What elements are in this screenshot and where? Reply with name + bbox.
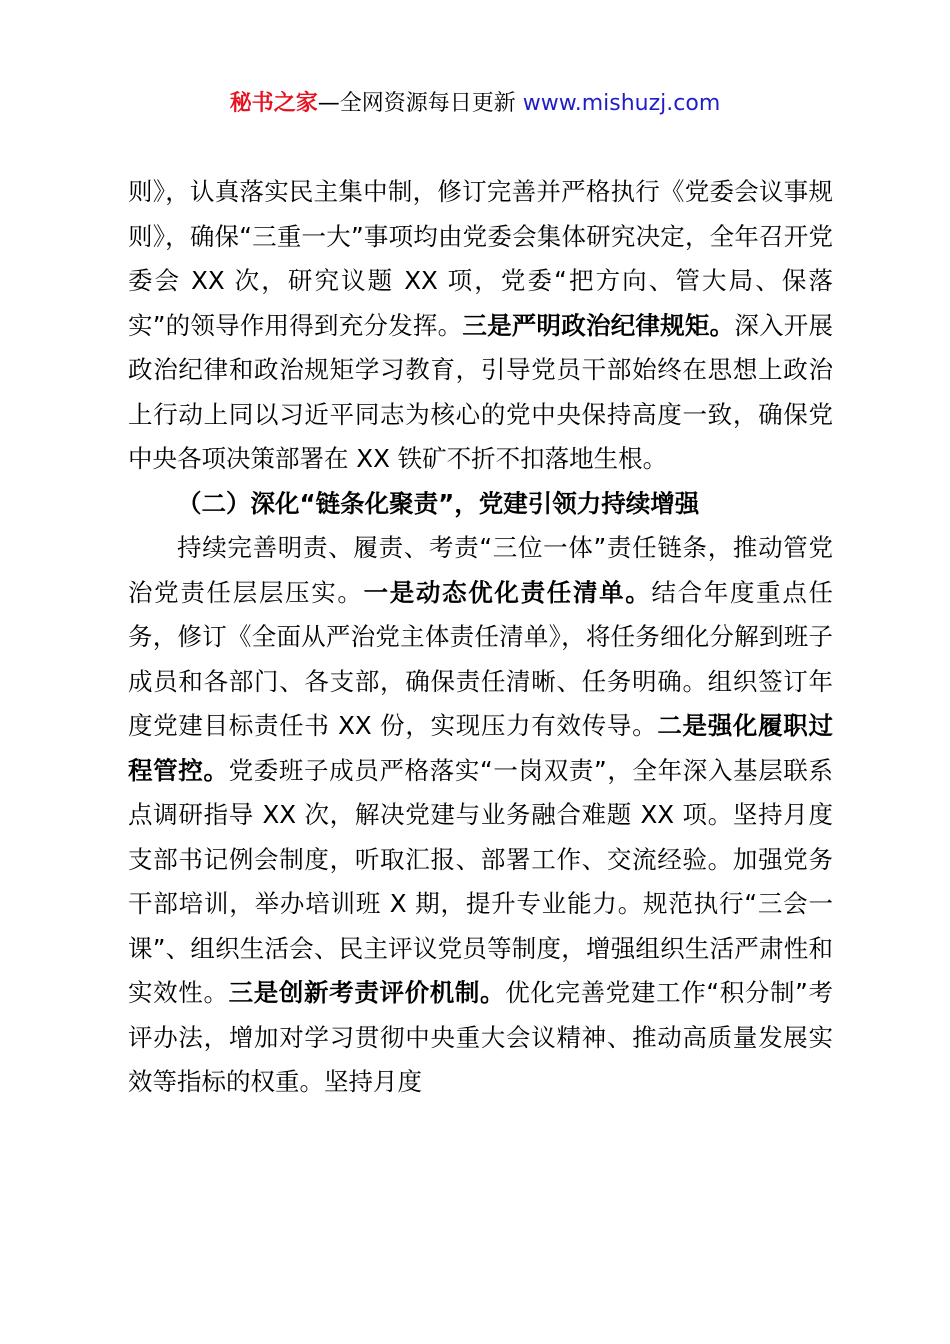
site-header	[0, 88, 950, 120]
paragraph-2-text-4: 优化完善党建工作“积分制”考评办法，增加对学习贯彻中央重大会议精神、推动高质量发展实效等指标的权重。坚持月度	[128, 978, 834, 1096]
paragraph-2-bold-1: 一是动态优化责任清单。	[363, 577, 652, 607]
paragraph-1-bold-1: 三是严明政治纪律规矩。	[462, 310, 735, 340]
paragraph-1-text-2: 深入开展政治纪律和政治规矩学习教育，引导党员干部始终在思想上政治上行动上同以习近平同志为核心的党中央保持高度一致，确保党中央各项决策部署在 XX 铁矿不折不扣落地生根。	[128, 310, 834, 473]
paragraph-2-bold-2: 二是强化履职过程管控。	[128, 711, 833, 785]
site-brand: 秘书之家	[229, 91, 318, 116]
paragraph-2-bold-3: 三是创新考责评价机制。	[228, 978, 506, 1007]
paragraph-2-text-1: 持续完善明责、履责、考责“三位一体”责任链条，推动管党治党责任层层压实。	[128, 533, 833, 607]
section-heading-2: （二）深化“链条化聚责”，党建引领力持续增强	[177, 488, 700, 518]
paragraph-2-text-3: 党委班子成员严格落实“一岗双责”，全年深入基层联系点调研指导 XX 次，解决党建与业务融合难题 XX 项。坚持月度支部书记例会制度，听取汇报、部署工作、交流经验。加强党务干部培训，举办培训班 X 期，提升专业能力。规范执行“三会一课”、组织生活会、民主评议党员等制度，增强组织生活严肃性和实效性。	[128, 755, 833, 1007]
site-url[interactable]: www.mishuzj.com	[522, 91, 721, 116]
site-tagline: —全网资源每日更新	[317, 91, 516, 116]
paragraph-2	[128, 526, 833, 1105]
document-body	[128, 170, 833, 1105]
paragraph-1	[128, 170, 833, 482]
paragraph-2-text-2: 结合年度重点任务，修订《全面从严治党主体责任清单》，将任务细化分解到班子成员和各部门、各支部，确保责任清晰、任务明确。组织签订年度党建目标责任书 XX 份，实现压力有效传导。	[128, 577, 834, 740]
paragraph-1-text-1: 则》，认真落实民主集中制，修订完善并严格执行《党委会议事规则》，确保“三重一大”事项均由党委会集体研究决定，全年召开党委会 XX 次，研究议题 XX 项，党委“把方向、管大局、保落实”的领导作用得到充分发挥。	[128, 177, 833, 340]
